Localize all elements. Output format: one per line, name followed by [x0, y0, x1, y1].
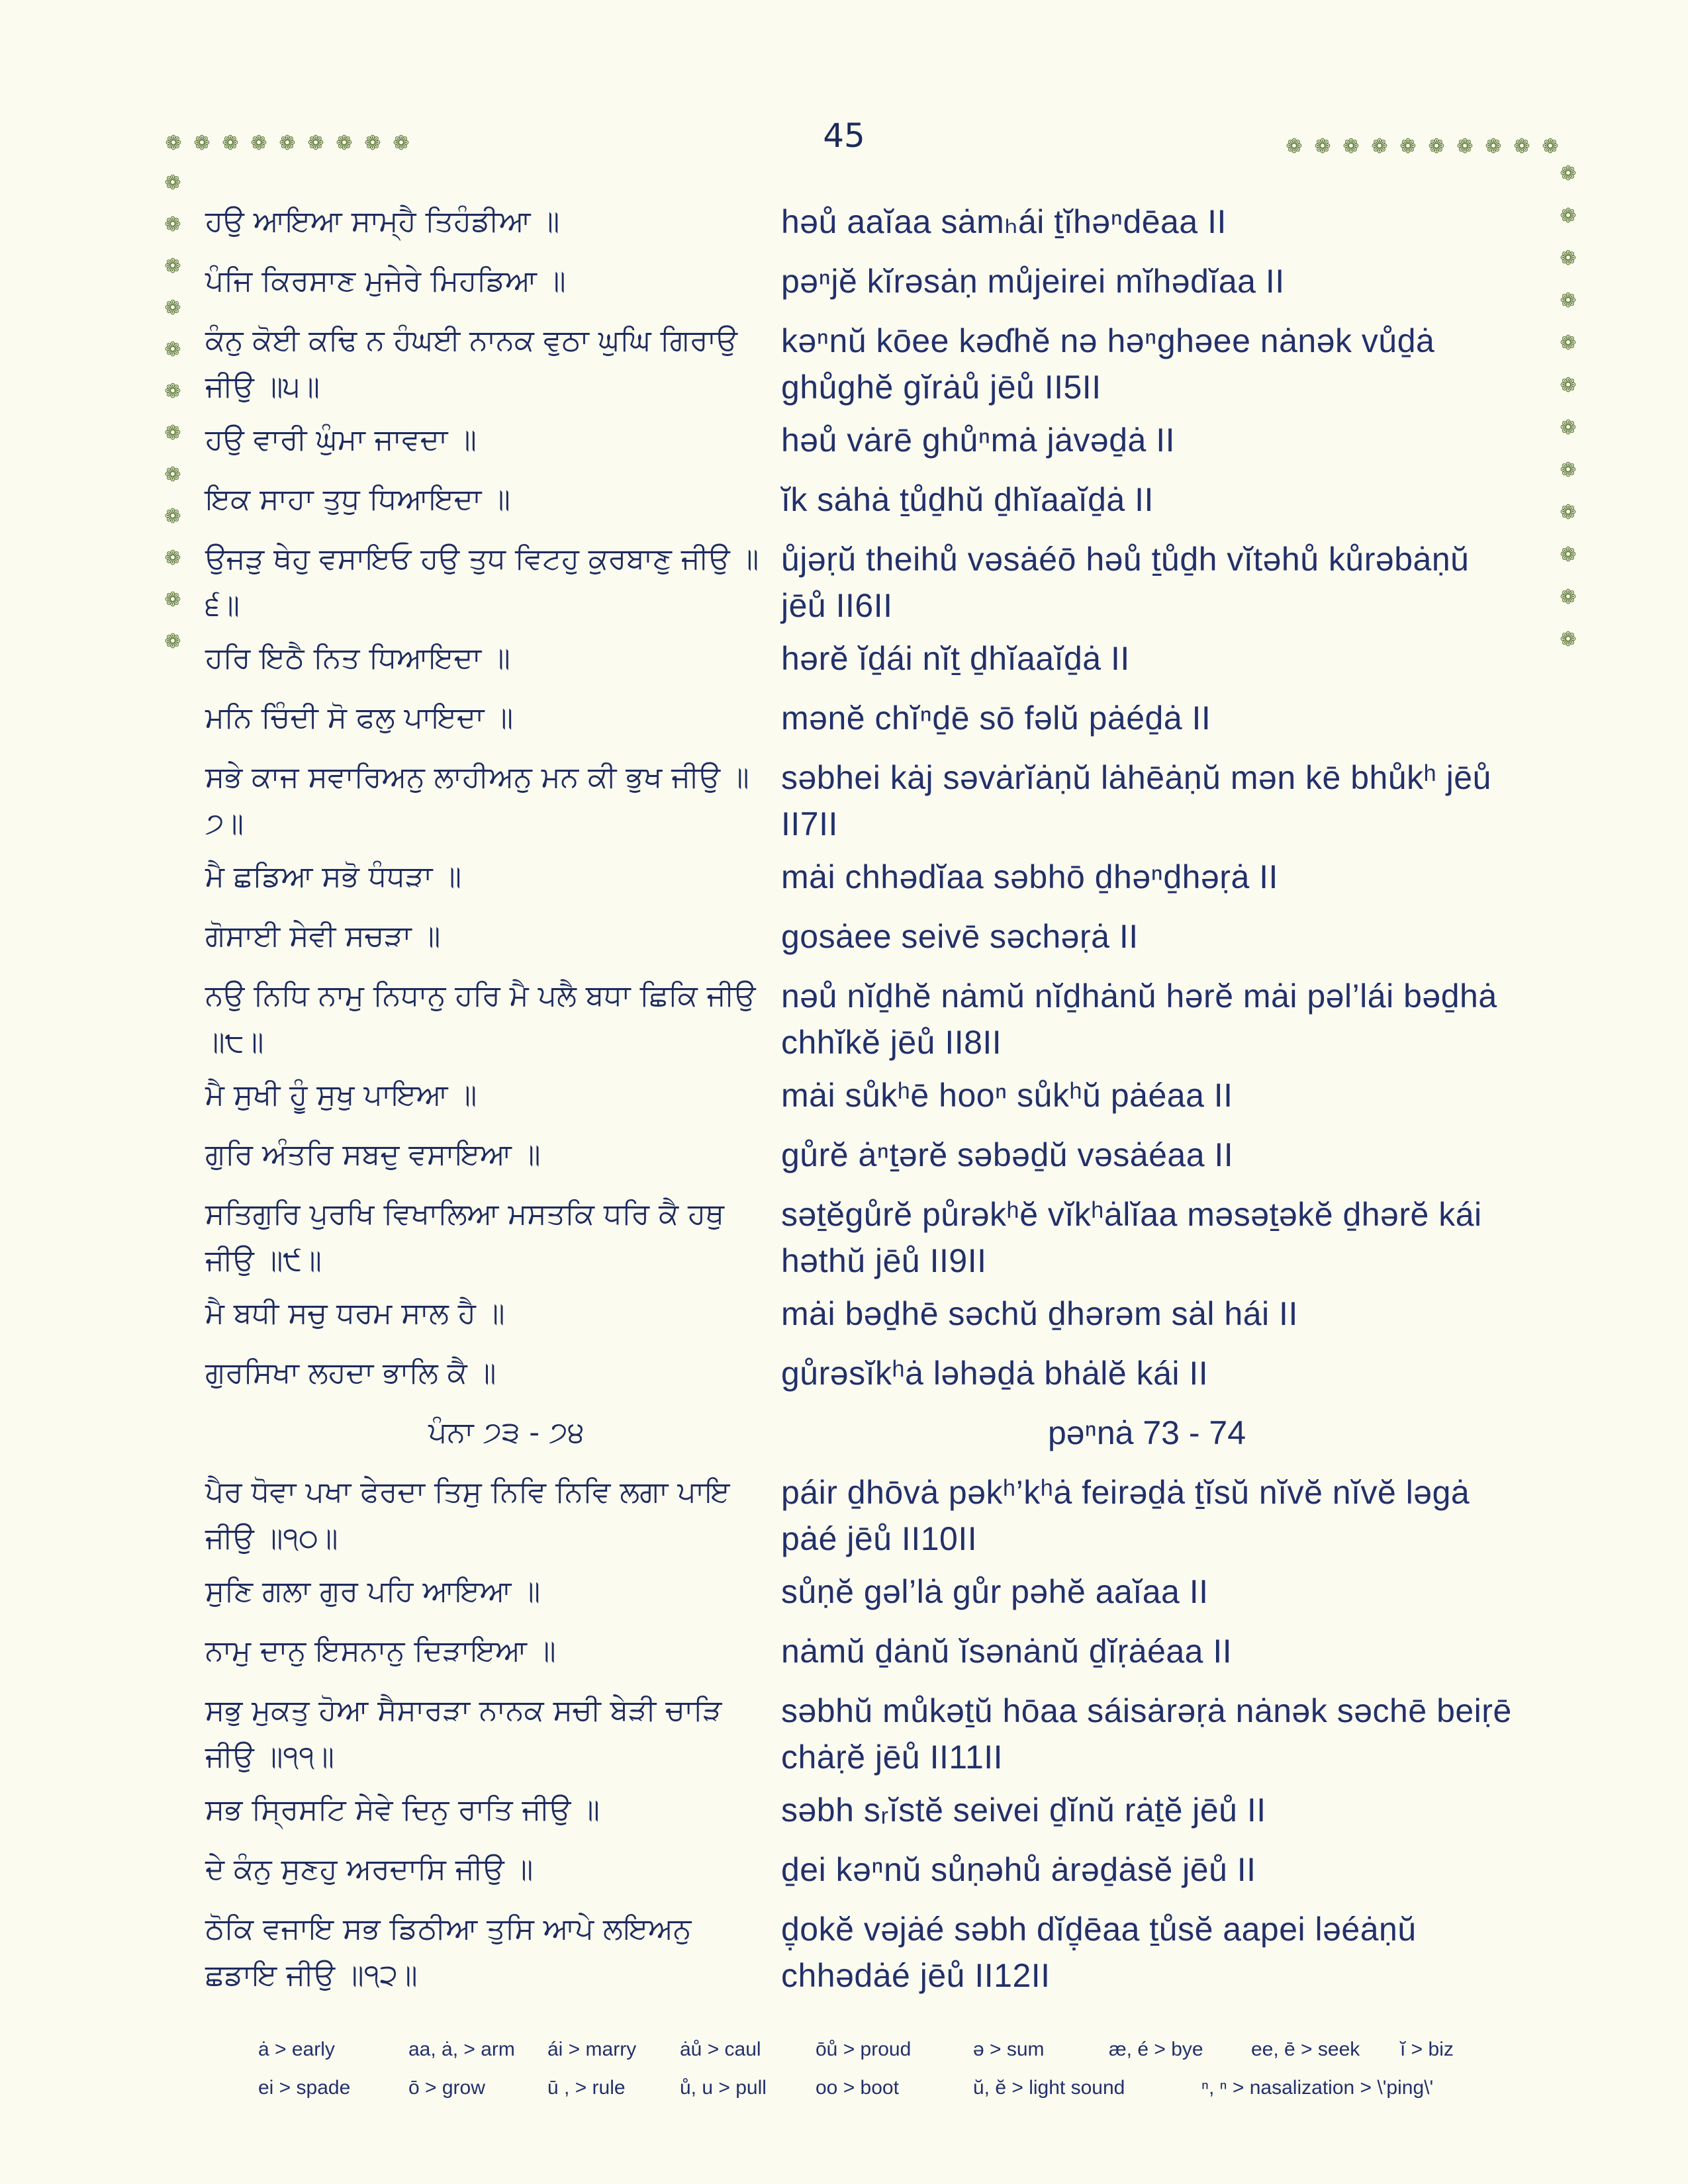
verse-row [205, 1846, 1526, 1906]
verse-row [205, 536, 1526, 635]
flower-ornament: ❁ [193, 132, 211, 155]
verse-translit: pəⁿjĕ kĭrəsȧṇ můjeirei mĭhədĭaa II [781, 263, 1285, 300]
flower-ornament: ❁ [279, 132, 296, 155]
legend-item: oo > boot [816, 2077, 899, 2099]
verse-row [205, 854, 1526, 913]
flower-ornament: ❁ [1314, 135, 1331, 158]
verse-gurmukhi: ਗੁਰਿ ਅੰਤਰਿ ਸਬਦੁ ਵਸਾਇਆ ॥ [205, 1138, 541, 1171]
verse-translit: ůjəṛŭ theihů vəsȧéō həů ṯůḏh vĭtəhů kůrəbȧṇŭ jēů II6II [781, 541, 1470, 624]
flower-ornament: ❁ [164, 213, 181, 236]
verse-gurmukhi: ਪੰਜਿ ਕਿਰਸਾਣ ਮੁਜੇਰੇ ਮਿਹਡਿਆ ॥ [205, 264, 566, 298]
verse-translit: mȧi sůkʰē hooⁿ sůkʰŭ pȧéaa II [781, 1077, 1233, 1114]
legend-item: ə > sum [973, 2038, 1045, 2060]
legend-item: ȧů > caul [680, 2038, 761, 2060]
verse-gurmukhi: ਮੈ ਸੁਖੀ ਹੂੰ ਸੁਖੁ ਪਾਇਆ ॥ [205, 1078, 477, 1112]
legend-item: ei > spade [258, 2077, 351, 2099]
flower-ornament: ❁ [250, 132, 267, 155]
verse-row [205, 417, 1526, 477]
legend-item: aa, ȧ, > arm [408, 2038, 515, 2060]
verse-translit: mȧi bəḏhē səchŭ ḏhərəm sȧl hái II [781, 1295, 1298, 1332]
flower-ornament: ❁ [164, 422, 181, 445]
flower-ornament: ❁ [1560, 459, 1577, 482]
flower-ornament: ❁ [1560, 501, 1577, 524]
verse-gurmukhi: ਗੁਰਸਿਖਾ ਲਹਦਾ ਭਾਲਿ ਕੈ ॥ [205, 1356, 496, 1390]
verse-translit: səṯĕgůrĕ půrəkʰĕ vĭkʰȧlĭaa məsəṯəkĕ ḏhərĕ kái həthŭ jēů II9II [781, 1196, 1482, 1279]
legend-item: ĭ > biz [1400, 2038, 1454, 2060]
verse-translit: səbhei kȧj səvȧrĭȧṇŭ lȧhēȧṇŭ mən kē bhůkʰ jēů II7II [781, 759, 1491, 842]
verse-row [205, 754, 1526, 854]
flower-ornament: ❁ [1560, 247, 1577, 270]
verse-row [205, 1469, 1526, 1569]
verse-translit: gůrəsĭkʰȧ ləhəḏȧ bhȧlĕ kái II [781, 1355, 1209, 1392]
verse-row [205, 1191, 1526, 1291]
verse-translit: səbhŭ můkəṯŭ hōaa sáisȧrəṛȧ nȧnək səchē beiṛē chȧṛĕ jēů II11II [781, 1692, 1512, 1776]
legend-row [258, 2030, 1516, 2069]
verse-translit: səbh sᵣĭstĕ seivei ḏĭnŭ rȧṯĕ jēů II [781, 1792, 1266, 1829]
verse-gurmukhi: ਸਤਿਗੁਰਿ ਪੁਰਖਿ ਵਿਖਾਲਿਆ ਮਸਤਕਿ ਧਰਿ ਕੈ ਹਥੁ ਜੀਉ ॥੯॥ [205, 1197, 725, 1277]
flower-ornament: ❁ [1513, 135, 1530, 158]
flower-ornament: ❁ [1456, 135, 1474, 158]
verse-gurmukhi: ਗੋਸਾਈ ਸੇਵੀ ਸਚੜਾ ॥ [205, 919, 441, 953]
section-gurmukhi: ਪੰਨਾ ੭੩ - ੭੪ [428, 1416, 585, 1449]
flower-ornament: ❁ [165, 132, 182, 155]
flower-ornament: ❁ [1560, 162, 1577, 185]
verse-row [205, 1906, 1526, 2005]
verse-gurmukhi: ਇਕ ਸਾਹਾ ਤੁਧੁ ਧਿਆਇਦਾ ॥ [205, 482, 510, 516]
verse-gurmukhi: ਹਰਿ ਇਠੈ ਨਿਤ ਧਿਆਇਦਾ ॥ [205, 641, 510, 675]
flower-ornament: ❁ [1371, 135, 1388, 158]
verse-row [205, 1688, 1526, 1787]
verse-table [205, 199, 1526, 2005]
flower-ornament: ❁ [164, 463, 181, 486]
verse-translit: həů vȧrē ghůⁿmȧ jȧvəḏȧ II [781, 422, 1175, 459]
verse-gurmukhi: ਹਉ ਆਇਆ ਸਾਮ੍ਹੈ ਤਿਹੰਡੀਆ ॥ [205, 205, 560, 238]
verse-row [205, 973, 1526, 1072]
section-translit: pəⁿnȧ 73 - 74 [1047, 1414, 1246, 1451]
flower-ornament: ❁ [164, 296, 181, 320]
verse-row [205, 1628, 1526, 1688]
verse-translit: nəů nĭḏhĕ nȧmŭ nĭḏhȧnŭ hərĕ mȧi pəl’lái bəḏhȧ chhĭkĕ jēů II8II [781, 978, 1497, 1061]
verse-gurmukhi: ਨਉ ਨਿਧਿ ਨਾਮੁ ਨਿਧਾਨੁ ਹਰਿ ਮੈ ਪਲੈ ਬਧਾ ਛਿਕਿ ਜੀਉ ॥੮॥ [205, 979, 756, 1059]
verse-gurmukhi: ਮਨਿ ਚਿੰਦੀ ਸੋ ਫਲੁ ਪਾਇਦਾ ॥ [205, 701, 514, 735]
flower-ornament: ❁ [1560, 543, 1577, 567]
verse-row [205, 1291, 1526, 1350]
flower-ornament: ❁ [1560, 374, 1577, 397]
flower-ornament: ❁ [164, 255, 181, 278]
flower-ornament: ❁ [1485, 135, 1502, 158]
legend-row [258, 2069, 1516, 2107]
verse-row [205, 318, 1526, 417]
verse-translit: mȧi chhədĭaa səbhō ḏhəⁿḏhəṛȧ II [781, 858, 1278, 895]
flower-ornament: ❁ [1560, 332, 1577, 355]
verse-gurmukhi: ਪੈਰ ਧੋਵਾ ਪਖਾ ਫੇਰਦਾ ਤਿਸੁ ਨਿਵਿ ਨਿਵਿ ਲਗਾ ਪਾਇ ਜੀਉ ॥੧੦॥ [205, 1475, 730, 1555]
verse-row [205, 1072, 1526, 1132]
flower-ornament: ❁ [1560, 289, 1577, 312]
verse-row [205, 635, 1526, 695]
verse-row [205, 913, 1526, 973]
verse-translit: mənĕ chĭⁿḏē sō fəlŭ pȧéḏȧ II [781, 700, 1211, 737]
flower-ornament: ❁ [1428, 135, 1445, 158]
legend-item: ái > marry [547, 2038, 637, 2060]
verse-translit: ḏei kəⁿnŭ sůṇəhů ȧrəḏȧsĕ jēů II [781, 1851, 1256, 1888]
legend-item: ū , > rule [547, 2077, 626, 2099]
verse-row [205, 1132, 1526, 1191]
flower-ornament: ❁ [364, 132, 381, 155]
flower-ornament: ❁ [336, 132, 353, 155]
pronunciation-legend [258, 2030, 1516, 2107]
legend-item: ō > grow [408, 2077, 485, 2099]
flower-ornament: ❁ [164, 505, 181, 528]
flower-ornament: ❁ [307, 132, 324, 155]
flower-ornament: ❁ [164, 338, 181, 361]
legend-item: ee, ē > seek [1251, 2038, 1360, 2060]
verse-translit: páir ḏhōvȧ pəkʰ’kʰȧ feirəḏȧ ṯĭsŭ nĭvĕ nĭvĕ ləgȧ pȧé jēů II10II [781, 1474, 1470, 1557]
verse-translit: ĭk sȧhȧ ṯůḏhŭ ḏhĭaaĭḏȧ II [781, 481, 1154, 518]
flower-ornament: ❁ [1560, 205, 1577, 228]
verse-row [205, 477, 1526, 536]
verse-gurmukhi: ਠੋਕਿ ਵਜਾਇ ਸਭ ਡਿਠੀਆ ਤੁਸਿ ਆਪੇ ਲਇਅਨੁ ਛਡਾਇ ਜੀਉ ॥੧੨॥ [205, 1912, 692, 1992]
flower-ornament: ❁ [222, 132, 239, 155]
verse-gurmukhi: ਕੰਨੁ ਕੋਈ ਕਢਿ ਨ ਹੰਘਈ ਨਾਨਕ ਵੁਠਾ ਘੁਘਿ ਗਿਰਾਉ ਜੀਉ ॥੫॥ [205, 324, 737, 404]
flower-ornament: ❁ [164, 547, 181, 570]
verse-row [205, 199, 1526, 258]
legend-item: ōů > proud [816, 2038, 912, 2060]
verse-translit: sůṇĕ gəl’lȧ gůr pəhĕ aaĭaa II [781, 1573, 1209, 1610]
flower-ornament: ❁ [393, 132, 410, 155]
flower-ornament: ❁ [164, 171, 181, 195]
flower-ornament: ❁ [1560, 416, 1577, 439]
flower-ornament: ❁ [164, 588, 181, 612]
verse-translit: gosȧee seivē səchəṛȧ II [781, 918, 1139, 955]
verse-row [205, 1569, 1526, 1628]
verse-translit: kəⁿnŭ kōee kəɗhĕ nə həⁿghəee nȧnək vůḏȧ ghůghĕ gĭrȧů jēů II5II [781, 322, 1435, 406]
verse-row [205, 1787, 1526, 1846]
verse-translit: nȧmŭ ḏȧnŭ ĭsənȧnŭ ḏĭṛȧéaa II [781, 1633, 1233, 1670]
verse-gurmukhi: ਸਭੇ ਕਾਜ ਸਵਾਰਿਅਨੁ ਲਾਹੀਅਨੁ ਮਨ ਕੀ ਭੁਖ ਜੀਉ ॥੭॥ [205, 760, 749, 841]
legend-item: ŭ, ĕ > light sound [973, 2077, 1125, 2099]
flower-ornament: ❁ [1286, 135, 1303, 158]
verse-row [205, 1350, 1526, 1410]
verse-gurmukhi: ਮੈ ਛਡਿਆ ਸਭੋ ਧੰਧੜਾ ॥ [205, 860, 462, 893]
verse-translit: gůrĕ ȧⁿṯərĕ səbəḏŭ vəsȧéaa II [781, 1136, 1234, 1173]
verse-translit: ḏ̣okĕ vəjȧé səbh dĭḏ̣ēaa ṯůsĕ aapei ləéȧṇŭ chhədȧé jēů II12II [781, 1911, 1417, 1994]
verse-translit: hərĕ ĭḏái nĭṯ ḏhĭaaĭḏȧ II [781, 640, 1130, 677]
verse-gurmukhi: ਮੈ ਬਧੀ ਸਚੁ ਧਰਮ ਸਾਲ ਹੈ ॥ [205, 1297, 505, 1330]
flower-ornament: ❁ [1542, 135, 1559, 158]
verse-gurmukhi: ਹਉ ਵਾਰੀ ਘੁੰਮਾ ਜਾਵਦਾ ॥ [205, 423, 477, 457]
legend-item: ⁿ, ⁿ > nasalization > \'ping\' [1201, 2077, 1434, 2099]
section-heading [205, 1410, 1526, 1469]
verse-gurmukhi: ਸਭ ਸ੍ਰਿਸਟਿ ਸੇਵੇ ਦਿਨੁ ਰਾਤਿ ਜੀਉ ॥ [205, 1793, 600, 1827]
flower-ornament: ❁ [1560, 586, 1577, 609]
legend-item: æ, é > bye [1109, 2038, 1203, 2060]
verse-gurmukhi: ਸਭੁ ਮੁਕਤੁ ਹੋਆ ਸੈਸਾਰੜਾ ਨਾਨਕ ਸਚੀ ਬੇੜੀ ਚਾੜਿ ਜੀਉ ॥੧੧॥ [205, 1694, 722, 1774]
verse-translit: həů aaĭaa sȧmₕái ṯĭhəⁿdēaa II [781, 203, 1227, 240]
verse-gurmukhi: ਦੇ ਕੰਨੁ ਸੁਣਹੁ ਅਰਦਾਸਿ ਜੀਉ ॥ [205, 1852, 534, 1886]
flower-ornament: ❁ [1342, 135, 1360, 158]
verse-row [205, 695, 1526, 754]
legend-item: ȧ > early [258, 2038, 335, 2060]
flower-ornament: ❁ [1399, 135, 1417, 158]
verse-gurmukhi: ਨਾਮੁ ਦਾਨੁ ਇਸਨਾਨੁ ਦਿੜਾਇਆ ॥ [205, 1634, 556, 1668]
legend-item: ů, u > pull [680, 2077, 767, 2099]
verse-row [205, 258, 1526, 318]
flower-ornament: ❁ [164, 380, 181, 403]
page-number: 45 [823, 116, 865, 155]
flower-ornament: ❁ [164, 630, 181, 653]
verse-gurmukhi: ਉਜੜੁ ਥੇਹੁ ਵਸਾਇਓ ਹਉ ਤੁਧ ਵਿਟਹੁ ਕੁਰਬਾਣੁ ਜੀਉ ॥੬॥ [205, 542, 759, 622]
verse-gurmukhi: ਸੁਣਿ ਗਲਾ ਗੁਰ ਪਹਿ ਆਇਆ ॥ [205, 1574, 541, 1608]
flower-ornament: ❁ [1560, 628, 1577, 651]
